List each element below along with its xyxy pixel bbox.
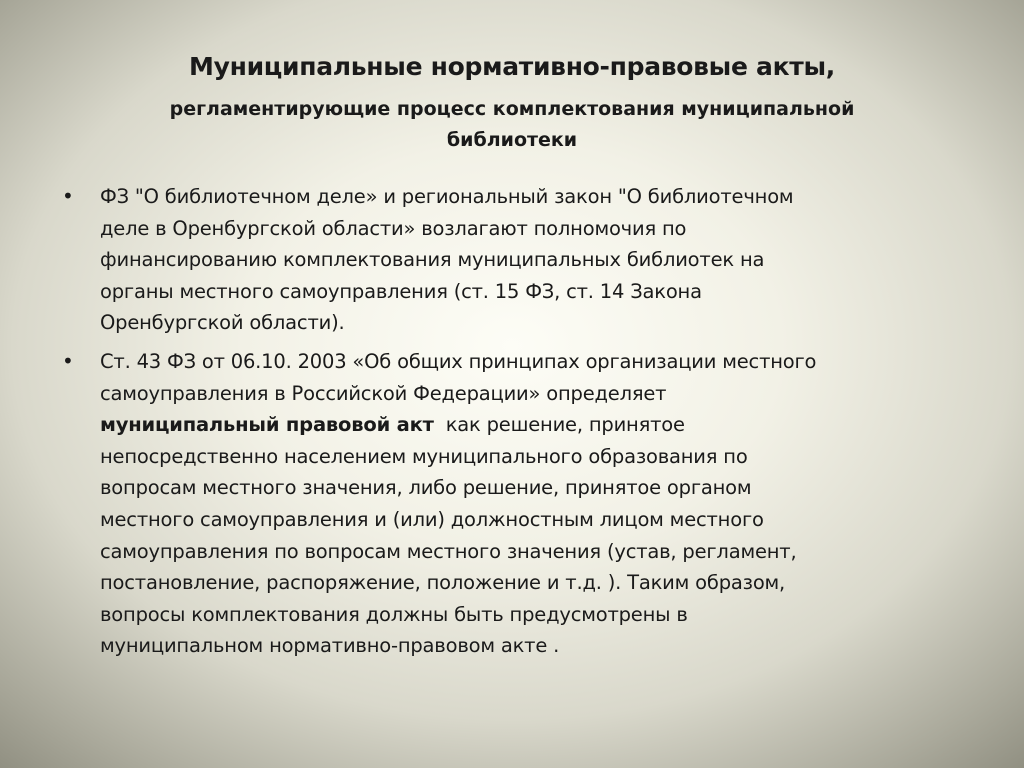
bullet-list (62, 181, 962, 669)
bullet-1-line-1: ФЗ "О библиотечном деле» и региональный закон "О библиотечном (100, 185, 794, 208)
bullet-2-line-1: Ст. 43 ФЗ от 06.10. 2003 «Об общих принципах организации местного (100, 349, 817, 373)
bullet-2-line-9: вопросы комплектования должны быть предусмотрены в (100, 602, 688, 626)
bullet-item-2 (62, 346, 962, 662)
title-subtitle (100, 94, 924, 156)
bullet-2-line-6: местного самоуправления и (или) должностным лицом местного (100, 507, 764, 531)
bullet-2-line-4: непосредственно населением муниципального образования по (100, 444, 748, 468)
title-subtitle-line2: библиотеки (446, 129, 578, 151)
bullet-2-line-5: вопросам местного значения, либо решение, принятое органом (100, 476, 752, 500)
bullet-2-line-10: муниципальном нормативно-правовом акте . (100, 634, 560, 658)
bullet-marker: • (62, 348, 74, 373)
bullet-2-line-8: постановление, распоряжение, положение и т.д. ). Таким образом, (100, 571, 786, 595)
bullet-1-line-4: органы местного самоуправления (ст. 15 ФЗ, ст. 14 Закона (100, 279, 702, 303)
bullet-2-line-7: самоуправления по вопросам местного значения (устав, регламент, (100, 539, 797, 563)
bullet-1-line-3: финансированию комплектования муниципальных библиотек на (100, 248, 765, 272)
bullet-item-1 (62, 181, 962, 339)
bullet-1-line-5: Оренбургской области). (100, 311, 345, 335)
title-main: Муниципальные нормативно-правовые акты, (189, 52, 835, 81)
bullet-2-bold-term: муниципальный правовой акт (100, 413, 434, 437)
bullet-1-line-2: деле в Оренбургской области» возлагают полномочия по (100, 216, 687, 240)
slide-title (100, 50, 924, 156)
bullet-2-line-3-rest: как решение, принятое (433, 413, 685, 437)
bullet-marker: • (62, 184, 74, 208)
title-subtitle-line1: регламентирующие процесс комплектования муниципальной (169, 98, 855, 120)
bullet-2-line-2: самоуправления в Российской Федерации» определяет (100, 381, 667, 405)
